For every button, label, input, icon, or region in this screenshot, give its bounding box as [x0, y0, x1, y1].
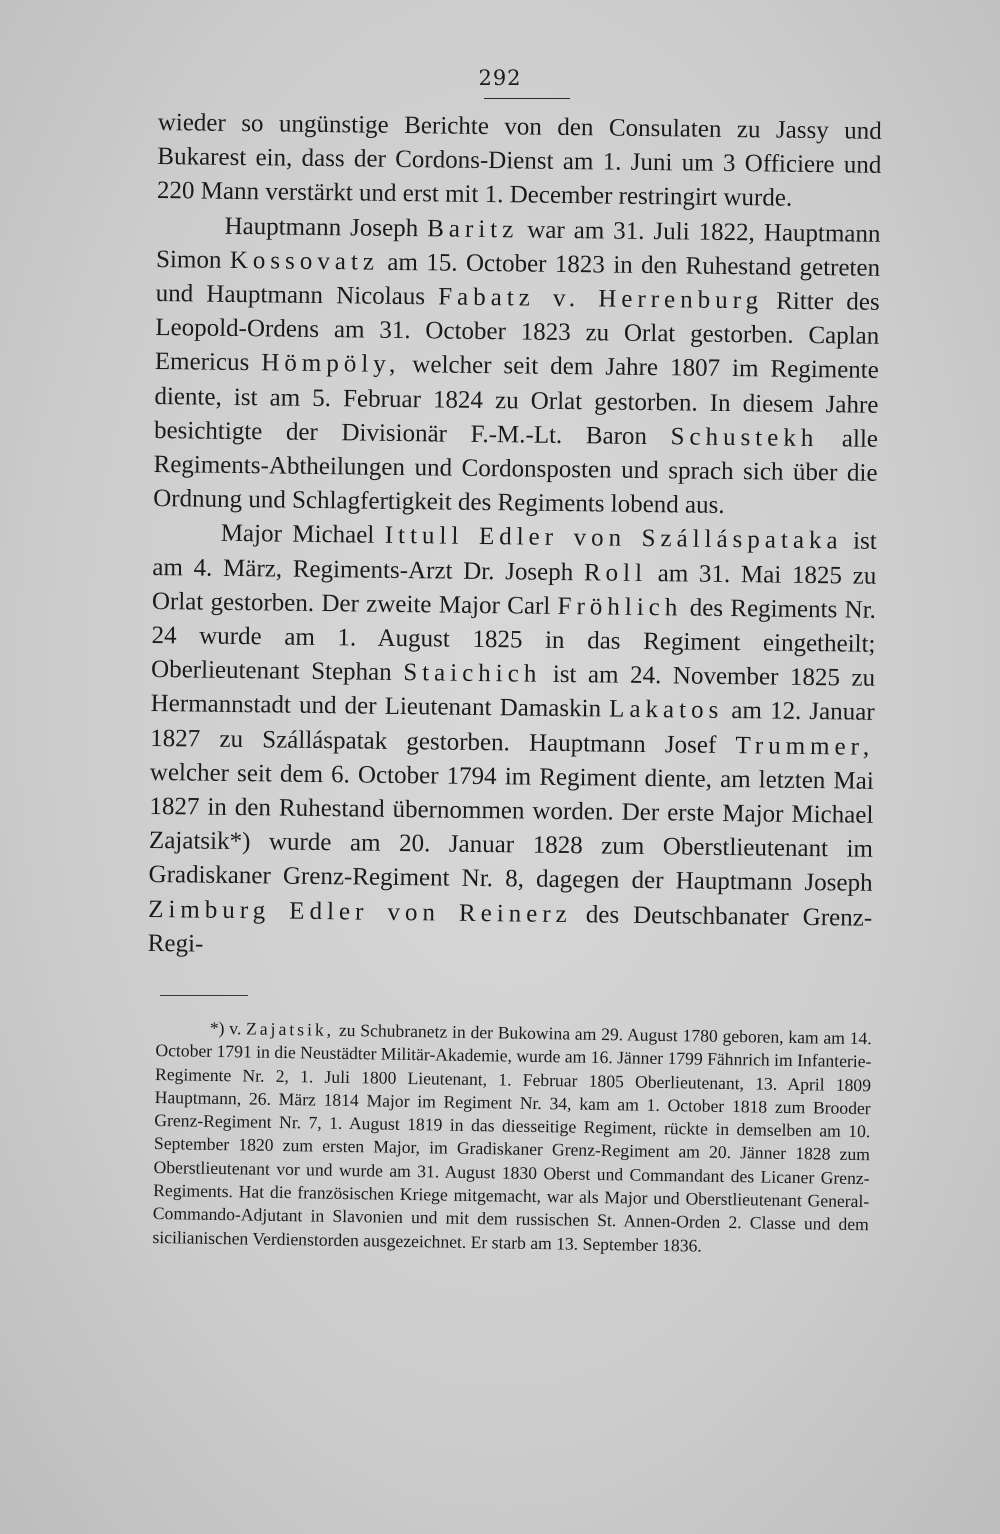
text-run: Major Michael — [220, 520, 385, 550]
name-spaced: Trummer, — [735, 731, 875, 761]
text-run: ist am 4. März, Regiments-Arzt Dr. Joseph — [152, 527, 877, 586]
name-spaced: Ittull Edler von Szálláspataka — [384, 522, 843, 555]
page-number-underline — [484, 98, 570, 99]
name-spaced: Zajatsik, — [245, 1018, 335, 1040]
text-run: am 15. October 1823 in den Ruhestand getreten und Hauptmann Nicolaus — [155, 248, 881, 311]
text-run: ist am 24. November 1825 zu Hermannstadt und der Lieutenant Damaskin — [150, 660, 876, 724]
text-run: des Deutschbanater Grenz-Regi- — [147, 900, 873, 958]
text-run: alle Regiments-Abtheilungen und Cordonsposten und sprach sich über die Ordnung und Schlagfertigkeit des Regiments lobend aus. — [153, 424, 879, 520]
paragraph-1: wieder so ungünstige Berichte von den Consulaten zu Jassy und Bukarest ein, dass der Cordons-Dienst am 1. Juni um 3 Officiere und 220 Mann verstärkt und erst mit 1. December restringirt wurde. — [156, 108, 882, 213]
name-spaced: Staichich — [403, 659, 542, 688]
footnote — [152, 1016, 872, 1260]
name-spaced: Roll — [583, 558, 648, 587]
name-spaced: Schustekh — [670, 423, 819, 452]
text-run: war am 31. Juli 1822, Hauptmann Simon — [155, 216, 881, 274]
name-spaced: Baritz — [427, 214, 519, 244]
text-run: am 31. Mai 1825 zu Orlat gestorben. Der zweite Major Carl — [151, 559, 877, 620]
footnote-paragraph — [152, 1016, 872, 1260]
text-run: *) v. — [209, 1017, 247, 1039]
name-spaced: Fröhlich — [557, 592, 683, 622]
text-run: welcher seit dem Jahre 1807 im Regimente diente, ist am 5. Februar 1824 zu Orlat gestorben. In diesem Jahre besichtigte der Divisionär F.-M.-Lt. Baron — [153, 351, 879, 451]
text-run: welcher seit dem 6. October 1794 im Regiment diente, am letzten Mai 1827 in den Ruhestand übernommen worden. Der erste Major Michael Zajatsik*) wurde am 20. Januar 1828 zum Oberstlieutenant im Gradiskaner Grenz-Regiment Nr. 8, dagegen der Hauptmann Joseph — [148, 758, 874, 898]
main-text — [148, 106, 882, 970]
paragraph-2 — [153, 209, 881, 526]
name-spaced: Zimburg Edler von Reinerz — [148, 895, 572, 928]
paragraph-3 — [148, 516, 877, 969]
page-number: 292 — [478, 66, 522, 90]
name-spaced: Hömpöly, — [261, 349, 401, 379]
name-spaced: Fabatz v. Herrenburg — [438, 283, 764, 315]
text-run: zu Schubranetz in der Bukowina am 29. August 1780 geboren, kam am 14. October 1791 in die Neustädter Militär-Akademie, wurde am 16. Jänner 1799 Fähnrich im Infanterie-Regimente Nr. 2, 1. Juli 1800 Lieutenant, 1. Februar 1805 Oberlieutenant, 13. April 1809 Hauptmann, 26. März 1814 Major im Regiment Nr. 34, kam am 1. October 1818 zum Brooder Grenz-Regiment Nr. 7, 1. August 1819 in das diesseitige Regiment, rückte in demselben am 10. September 1820 zum ersten Major, im Gradiskaner Grenz-Regiment am 20. Jänner 1828 zum Oberstlieutenant vor und wurde am 31. August 1830 Oberst und Commandant des Licaner Grenz-Regiments. Hat die französischen Kriege mitgemacht, war als Major und Oberstlieutenant General-Commando-Adjutant in Slavonien und mit dem russischen St. Annen-Orden 2. Classe und dem sicilianischen Verdienstorden ausgezeichnet. Er starb am 13. September 1836. — [152, 1019, 872, 1256]
name-spaced: Kossovatz — [229, 246, 380, 276]
name-spaced: Lakatos — [608, 696, 724, 725]
footnote-separator — [160, 995, 248, 996]
text-run: Hauptmann Joseph — [224, 212, 428, 242]
text-run: Ritter des Leopold-Ordens am 31. October 1823 zu Orlat gestorben. Caplan Emericus — [154, 287, 880, 377]
text-run: des Regiments Nr. 24 wurde am 1. August 1825 in das Regiment eingetheilt; Oberlieutenant Stephan — [150, 594, 877, 687]
text-run: am 12. Januar 1827 zu Szálláspatak gestorben. Hauptmann Josef — [150, 697, 875, 759]
